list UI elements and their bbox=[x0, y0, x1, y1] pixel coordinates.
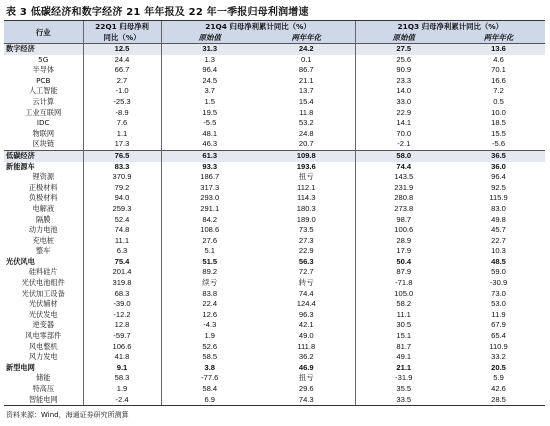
row-label: 硅料硅片 bbox=[28, 267, 58, 277]
cell-q3-2021-orig: 105.0 bbox=[355, 289, 452, 300]
row-label: 风力发电 bbox=[28, 352, 58, 362]
row-label: 逆变器 bbox=[32, 320, 55, 330]
header-21q3: 21Q3 归母净利累计同比（%） bbox=[355, 21, 545, 33]
row-label: 智能电网 bbox=[4, 395, 83, 406]
table-row bbox=[4, 172, 545, 183]
cell-q4-2021-adj: 转亏 bbox=[298, 278, 314, 288]
cell-q1-2022: 94.0 bbox=[83, 193, 161, 204]
cell-q4-2021-adj: 193.6 bbox=[296, 161, 316, 171]
cell-q4-2021-orig: 3.7 bbox=[161, 86, 258, 97]
cell-q4-2021-adj: 111.8 bbox=[297, 341, 316, 351]
cell-q3-2021-adj: -5.6 bbox=[491, 139, 506, 149]
cell-q4-2021-adj: 53.2 bbox=[298, 118, 314, 128]
cell-q4-2021-orig: 186.7 bbox=[161, 172, 258, 183]
cell-q4-2021-orig: 58.5 bbox=[161, 352, 258, 363]
row-label: 光伏发电 bbox=[28, 309, 58, 319]
row-label: 人工智能 bbox=[28, 86, 58, 96]
cell-q3-2021-adj: 0.5 bbox=[493, 96, 504, 106]
cell-q3-2021-orig: 28.9 bbox=[355, 236, 452, 247]
cell-q3-2021-orig: 90.9 bbox=[355, 65, 452, 76]
cell-q1-2022: -2.4 bbox=[83, 395, 161, 406]
cell-q4-2021-orig: 24.5 bbox=[161, 76, 258, 87]
cell-q4-2021-orig: 291.1 bbox=[161, 204, 258, 215]
cell-q3-2021-adj: 42.6 bbox=[491, 384, 506, 393]
cell-q1-2022: 12.5 bbox=[83, 44, 161, 55]
row-label: 物联网 bbox=[32, 128, 55, 138]
cell-q1-2022: 11.1 bbox=[83, 236, 161, 247]
header-21q4-orig: 原始值 bbox=[161, 32, 258, 44]
cell-q4-2021-orig: 48.1 bbox=[161, 129, 258, 140]
cell-q1-2022: 1.9 bbox=[83, 384, 161, 395]
cell-q3-2021-adj: 110.9 bbox=[489, 341, 508, 351]
table-row bbox=[4, 267, 545, 278]
cell-q4-2021-adj: 24.8 bbox=[298, 128, 314, 138]
cell-q3-2021-adj: 13.6 bbox=[452, 44, 545, 55]
row-label: 光伏辅材 bbox=[28, 299, 58, 309]
row-label: 光伏加工设备 bbox=[21, 288, 65, 298]
cell-q1-2022: 52.4 bbox=[83, 215, 161, 226]
cell-q1-2022: 76.5 bbox=[83, 150, 161, 161]
cell-q3-2021-adj: 7.2 bbox=[493, 86, 504, 96]
row-label: 工业互联网 bbox=[25, 107, 62, 117]
subgroup-row bbox=[4, 257, 545, 268]
cell-q3-2021-orig: 58.2 bbox=[355, 299, 452, 310]
cell-q3-2021-adj: 36.5 bbox=[452, 150, 545, 161]
cell-q4-2021-orig: 84.2 bbox=[161, 215, 258, 226]
row-label: 数字经济 bbox=[4, 44, 83, 55]
header-industry: 行业 bbox=[4, 21, 83, 44]
cell-q3-2021-adj: 18.5 bbox=[491, 118, 506, 128]
cell-q4-2021-adj: 49.0 bbox=[298, 331, 314, 341]
cell-q4-2021-orig: -4.3 bbox=[161, 320, 258, 331]
cell-q4-2021-orig: 12.6 bbox=[161, 310, 258, 321]
cell-q3-2021-orig: 25.6 bbox=[355, 55, 452, 66]
cell-q4-2021-adj: 74.4 bbox=[298, 288, 314, 298]
cell-q4-2021-orig: 96.4 bbox=[161, 65, 258, 76]
cell-q3-2021-adj: 15.5 bbox=[491, 128, 506, 138]
table-row bbox=[4, 76, 545, 87]
cell-q1-2022: 24.4 bbox=[83, 55, 161, 66]
cell-q3-2021-adj: 115.9 bbox=[489, 193, 508, 203]
cell-q3-2021-adj: 20.5 bbox=[491, 362, 506, 372]
cell-q3-2021-adj: 49.8 bbox=[491, 214, 506, 224]
group-row bbox=[4, 44, 545, 55]
row-label: 光伏电池组件 bbox=[21, 278, 65, 288]
table-row bbox=[4, 352, 545, 363]
cell-q4-2021-adj: 扭亏 bbox=[298, 373, 314, 383]
cell-q1-2022: 2.7 bbox=[83, 76, 161, 87]
cell-q4-2021-adj: 0.1 bbox=[300, 54, 312, 64]
cell-q3-2021-orig: -2.1 bbox=[355, 139, 452, 150]
cell-q4-2021-orig: -5.5 bbox=[161, 118, 258, 129]
row-label: 低碳经济 bbox=[4, 150, 83, 161]
cell-q4-2021-orig: 27.6 bbox=[161, 236, 258, 247]
cell-q4-2021-adj: 74.3 bbox=[258, 395, 355, 406]
table-row bbox=[4, 225, 545, 236]
header-row-2 bbox=[4, 32, 545, 44]
cell-q1-2022: 319.8 bbox=[83, 278, 161, 289]
header-22q1-line2: 同比（%） bbox=[83, 32, 161, 44]
table-row bbox=[4, 86, 545, 97]
cell-q1-2022: 17.3 bbox=[83, 139, 161, 150]
cell-q3-2021-adj: 22.7 bbox=[491, 235, 506, 245]
row-label: 风电整机 bbox=[28, 341, 58, 351]
cell-q4-2021-orig: 3.8 bbox=[161, 363, 258, 374]
row-label: 储能 bbox=[36, 373, 51, 383]
row-label: 负极材料 bbox=[28, 193, 58, 203]
cell-q3-2021-orig: 23.3 bbox=[355, 76, 452, 87]
cell-q4-2021-orig: 1.9 bbox=[161, 331, 258, 342]
cell-q3-2021-orig: 100.6 bbox=[355, 225, 452, 236]
row-label: 新能源车 bbox=[6, 161, 35, 171]
cell-q3-2021-adj: 48.5 bbox=[491, 256, 506, 266]
cell-q3-2021-orig: 58.0 bbox=[355, 150, 452, 161]
row-label: 光伏风电 bbox=[6, 256, 35, 266]
cell-q4-2021-orig: 317.3 bbox=[161, 183, 258, 194]
cell-q3-2021-orig: 14.1 bbox=[355, 118, 452, 129]
cell-q3-2021-adj: 45.7 bbox=[491, 225, 506, 235]
cell-q4-2021-orig: 22.4 bbox=[161, 299, 258, 310]
cell-q3-2021-adj: 96.4 bbox=[491, 172, 506, 182]
row-label: 锂资源 bbox=[32, 172, 55, 182]
cell-q3-2021-adj: 28.5 bbox=[452, 395, 545, 406]
cell-q4-2021-orig: 293.0 bbox=[161, 193, 258, 204]
cell-q4-2021-adj: 20.7 bbox=[298, 139, 314, 149]
cell-q3-2021-orig: 74.4 bbox=[355, 162, 452, 173]
cell-q3-2021-orig: 70.0 bbox=[355, 129, 452, 140]
cell-q3-2021-adj: 11.9 bbox=[491, 309, 506, 319]
cell-q4-2021-orig: 续亏 bbox=[161, 278, 258, 289]
cell-q3-2021-orig: 98.7 bbox=[355, 215, 452, 226]
cell-q4-2021-orig: 6.9 bbox=[161, 395, 258, 406]
cell-q3-2021-orig: 33.0 bbox=[355, 97, 452, 108]
cell-q4-2021-adj: 180.3 bbox=[296, 203, 316, 213]
header-21q3-orig: 原始值 bbox=[355, 32, 452, 44]
cell-q4-2021-adj: 189.0 bbox=[296, 214, 316, 224]
cell-q4-2021-orig: 61.3 bbox=[161, 150, 258, 161]
cell-q3-2021-adj: 36.0 bbox=[491, 161, 506, 171]
cell-q1-2022: 83.3 bbox=[83, 162, 161, 173]
cell-q1-2022: 7.6 bbox=[83, 118, 161, 129]
cell-q3-2021-orig: 15.1 bbox=[355, 331, 452, 342]
cell-q3-2021-orig: 35.5 bbox=[355, 384, 452, 395]
row-label: 正极材料 bbox=[28, 182, 58, 192]
cell-q3-2021-orig: 30.5 bbox=[355, 320, 452, 331]
cell-q4-2021-adj: 96.3 bbox=[298, 309, 314, 319]
subgroup-row bbox=[4, 162, 545, 173]
table-row bbox=[4, 278, 545, 289]
table-row bbox=[4, 299, 545, 310]
cell-q3-2021-orig: 231.9 bbox=[355, 183, 452, 194]
cell-q3-2021-adj: 92.5 bbox=[491, 182, 506, 192]
cell-q3-2021-adj: 70.1 bbox=[491, 65, 506, 75]
cell-q3-2021-orig: 273.8 bbox=[355, 204, 452, 215]
cell-q4-2021-adj: 11.8 bbox=[299, 107, 314, 117]
cell-q3-2021-orig: 81.7 bbox=[355, 342, 452, 353]
cell-q4-2021-adj: 86.7 bbox=[298, 65, 314, 75]
cell-q4-2021-adj: 29.6 bbox=[298, 384, 314, 393]
cell-q3-2021-orig: 33.5 bbox=[355, 395, 452, 406]
cell-q1-2022: -59.7 bbox=[83, 331, 161, 342]
cell-q4-2021-orig: 46.3 bbox=[161, 139, 258, 150]
cell-q3-2021-orig: -71.8 bbox=[355, 278, 452, 289]
cell-q4-2021-adj: 112.1 bbox=[297, 182, 316, 192]
group-row bbox=[4, 150, 545, 161]
table-title: 表 3 低碳经济和数字经济 21 年年报及 22 年一季报归母利润增速 bbox=[6, 7, 309, 18]
cell-q3-2021-orig: 27.5 bbox=[355, 44, 452, 55]
cell-q3-2021-orig: 22.9 bbox=[355, 108, 452, 119]
cell-q4-2021-adj: 124.4 bbox=[296, 299, 316, 309]
cell-q3-2021-adj: 10.0 bbox=[491, 107, 506, 117]
cell-q4-2021-adj: 73.5 bbox=[298, 225, 314, 235]
cell-q4-2021-adj: 114.3 bbox=[297, 193, 316, 203]
source-note: 资料来源：Wind，海通证券研究所测算 bbox=[6, 411, 129, 419]
cell-q4-2021-adj: 13.7 bbox=[298, 86, 314, 96]
cell-q4-2021-adj: 109.8 bbox=[258, 150, 355, 161]
cell-q4-2021-orig: -77.6 bbox=[161, 373, 258, 384]
table-row bbox=[4, 108, 545, 119]
cell-q4-2021-orig: 89.2 bbox=[161, 267, 258, 278]
cell-q3-2021-adj: 73.0 bbox=[491, 288, 506, 298]
cell-q3-2021-orig: 17.9 bbox=[355, 246, 452, 257]
cell-q1-2022: 201.4 bbox=[83, 267, 161, 278]
cell-q4-2021-adj: 36.2 bbox=[298, 352, 314, 362]
cell-q4-2021-orig: 31.3 bbox=[161, 44, 258, 55]
row-label: 半导体 bbox=[32, 65, 55, 75]
cell-q3-2021-adj: -30.9 bbox=[489, 278, 508, 288]
header-21q4-adj: 两年年化 bbox=[258, 32, 355, 44]
row-label: 电解液 bbox=[32, 203, 55, 213]
cell-q1-2022: 6.3 bbox=[83, 246, 161, 257]
cell-q3-2021-orig: 49.1 bbox=[355, 352, 452, 363]
cell-q4-2021-adj: 扭亏 bbox=[298, 172, 314, 182]
cell-q1-2022: 79.2 bbox=[83, 183, 161, 194]
cell-q3-2021-adj: 65.4 bbox=[491, 331, 506, 341]
cell-q3-2021-orig: 87.9 bbox=[355, 267, 452, 278]
cell-q4-2021-adj: 22.9 bbox=[298, 246, 314, 256]
table-row bbox=[4, 310, 545, 321]
cell-q4-2021-adj: 15.4 bbox=[298, 96, 314, 106]
cell-q1-2022: 74.8 bbox=[83, 225, 161, 236]
cell-q1-2022: -1.0 bbox=[83, 86, 161, 97]
row-label: 隔膜 bbox=[36, 214, 51, 224]
row-label: 特高压 bbox=[32, 384, 55, 393]
row-label: 充电桩 bbox=[32, 235, 55, 245]
cell-q3-2021-orig: -31.9 bbox=[355, 373, 452, 384]
cell-q4-2021-adj: 46.9 bbox=[298, 362, 314, 372]
cell-q1-2022: -25.3 bbox=[83, 97, 161, 108]
cell-q3-2021-orig: 143.5 bbox=[355, 172, 452, 183]
row-label: IDC bbox=[36, 118, 50, 128]
cell-q3-2021-adj: 5.9 bbox=[493, 373, 504, 383]
table-row bbox=[4, 193, 545, 204]
header-row-1 bbox=[4, 21, 545, 33]
cell-q1-2022: 41.8 bbox=[83, 352, 161, 363]
table-row bbox=[4, 215, 545, 226]
cell-q3-2021-orig: 280.8 bbox=[355, 193, 452, 204]
row-label: 新型电网 bbox=[6, 362, 35, 372]
cell-q4-2021-orig: 51.5 bbox=[161, 257, 258, 268]
cell-q3-2021-adj: 33.2 bbox=[491, 352, 506, 362]
cell-q4-2021-orig: 93.3 bbox=[161, 162, 258, 173]
cell-q3-2021-adj: 83.0 bbox=[491, 203, 506, 213]
table-row bbox=[4, 331, 545, 342]
row-label: 5G bbox=[38, 54, 49, 64]
header-22q1-line1: 22Q1 归母净利 bbox=[83, 21, 161, 33]
cell-q3-2021-adj: 53.0 bbox=[491, 299, 506, 309]
cell-q1-2022: 106.6 bbox=[83, 342, 161, 353]
table-row bbox=[4, 65, 545, 76]
table-row bbox=[4, 118, 545, 129]
table-row bbox=[4, 246, 545, 257]
cell-q4-2021-orig: 108.6 bbox=[161, 225, 258, 236]
cell-q1-2022: 259.3 bbox=[83, 204, 161, 215]
table-row bbox=[4, 236, 545, 247]
cell-q4-2021-orig: 52.6 bbox=[161, 342, 258, 353]
table-row bbox=[4, 395, 545, 406]
cell-q3-2021-orig: 11.1 bbox=[355, 310, 452, 321]
table-row bbox=[4, 384, 545, 395]
table-row bbox=[4, 129, 545, 140]
table-row bbox=[4, 139, 545, 150]
cell-q3-2021-orig: 14.0 bbox=[355, 86, 452, 97]
cell-q1-2022: 68.3 bbox=[83, 289, 161, 300]
cell-q4-2021-orig: 1.5 bbox=[161, 97, 258, 108]
cell-q4-2021-orig: 5.1 bbox=[161, 246, 258, 257]
cell-q4-2021-orig: 58.4 bbox=[161, 384, 258, 395]
cell-q4-2021-adj: 21.1 bbox=[298, 75, 314, 85]
cell-q3-2021-adj: 16.6 bbox=[491, 75, 506, 85]
cell-q3-2021-adj: 59.0 bbox=[491, 267, 506, 277]
row-label: 风电零部件 bbox=[25, 331, 62, 341]
cell-q1-2022: 75.4 bbox=[83, 257, 161, 268]
row-label: PCB bbox=[36, 75, 51, 85]
table-row bbox=[4, 55, 545, 66]
subgroup-row bbox=[4, 363, 545, 374]
cell-q4-2021-adj: 42.1 bbox=[298, 320, 314, 330]
table-row bbox=[4, 342, 545, 353]
row-label: 区块链 bbox=[32, 139, 55, 149]
row-label: 云计算 bbox=[32, 96, 55, 106]
table-row bbox=[4, 289, 545, 300]
row-label: 动力电池 bbox=[28, 225, 58, 235]
cell-q4-2021-orig: 1.3 bbox=[161, 55, 258, 66]
cell-q3-2021-orig: 50.4 bbox=[355, 257, 452, 268]
profit-growth-table bbox=[4, 20, 545, 406]
cell-q4-2021-orig: 19.5 bbox=[161, 108, 258, 119]
cell-q4-2021-adj: 72.7 bbox=[298, 267, 314, 277]
cell-q3-2021-adj: 67.9 bbox=[491, 320, 506, 330]
cell-q1-2022: 58.3 bbox=[83, 373, 161, 384]
cell-q1-2022: 370.9 bbox=[83, 172, 161, 183]
cell-q4-2021-adj: 56.3 bbox=[298, 256, 314, 266]
table-row bbox=[4, 183, 545, 194]
cell-q3-2021-adj: 4.6 bbox=[493, 54, 504, 64]
header-21q3-adj: 两年年化 bbox=[452, 32, 545, 44]
table-row bbox=[4, 373, 545, 384]
cell-q1-2022: 9.1 bbox=[83, 363, 161, 374]
cell-q4-2021-orig: 83.8 bbox=[161, 289, 258, 300]
cell-q1-2022: -8.9 bbox=[83, 108, 161, 119]
cell-q1-2022: 66.7 bbox=[83, 65, 161, 76]
cell-q4-2021-adj: 24.2 bbox=[258, 44, 355, 55]
table-row bbox=[4, 97, 545, 108]
cell-q1-2022: -12.2 bbox=[83, 310, 161, 321]
cell-q3-2021-adj: 10.3 bbox=[491, 246, 506, 256]
table-row bbox=[4, 204, 545, 215]
cell-q1-2022: -39.0 bbox=[83, 299, 161, 310]
cell-q4-2021-adj: 27.3 bbox=[298, 235, 314, 245]
cell-q3-2021-orig: 21.1 bbox=[355, 363, 452, 374]
header-21q4: 21Q4 归母净利累计同比（%） bbox=[161, 21, 355, 33]
cell-q1-2022: 1.1 bbox=[83, 129, 161, 140]
table-row bbox=[4, 320, 545, 331]
row-label: 整车 bbox=[36, 246, 51, 256]
cell-q1-2022: 12.8 bbox=[83, 320, 161, 331]
